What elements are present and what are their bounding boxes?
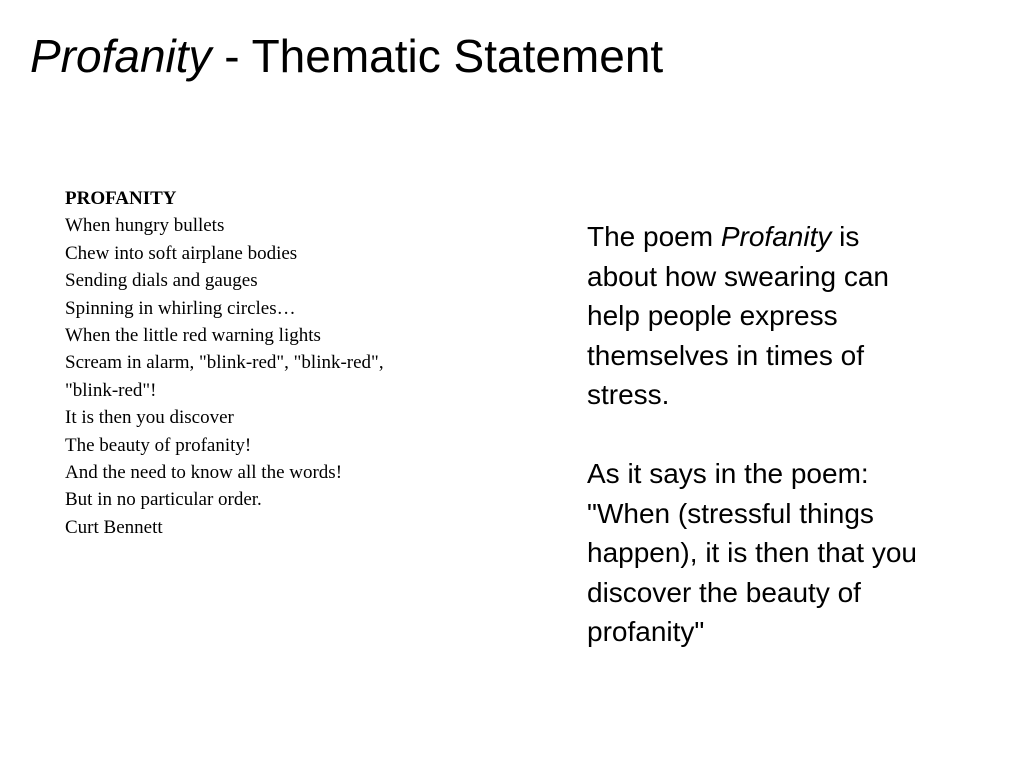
statement-paragraph-1 (587, 217, 1007, 415)
statement-line: stress. (587, 379, 670, 410)
poem-line: Sending dials and gauges (65, 270, 258, 292)
slide-title-italic: Profanity (30, 30, 212, 82)
statement-line: discover the beauty of (587, 576, 861, 608)
slide-title-rest: - Thematic Statement (211, 30, 664, 82)
poem-title: PROFANITY (65, 188, 177, 209)
poem-line: And the need to know all the words! (65, 462, 343, 484)
poem-line: Scream in alarm, "blink-red", "blink-red", (65, 352, 384, 374)
poem-author: Curt Bennett (65, 516, 163, 538)
statement-text: The poem (587, 221, 721, 252)
statement-line: "When (stressful things (587, 497, 874, 529)
poem-text-box (65, 185, 515, 541)
poem-line: But in no particular order. (65, 489, 262, 511)
statement-line: themselves in times of (587, 339, 864, 371)
statement-line (587, 221, 859, 252)
statement-line: happen), it is then that you (587, 537, 917, 568)
slide-title (30, 30, 663, 83)
statement-text: is (831, 221, 860, 252)
poem-line: When the little red warning lights (65, 325, 321, 347)
statement-poem-name: Profanity (720, 221, 832, 252)
statement-paragraph-2 (587, 454, 1007, 652)
statement-line: help people express (587, 300, 838, 331)
poem-line: It is then you discover (65, 407, 234, 429)
thematic-statement-box (587, 217, 1007, 652)
poem-line: The beauty of profanity! (65, 434, 252, 456)
statement-line: about how swearing can (587, 260, 889, 292)
poem-line: When hungry bullets (65, 215, 225, 237)
statement-line: profanity" (587, 616, 705, 647)
poem-line: Spinning in whirling circles… (65, 297, 296, 319)
statement-line: As it says in the poem: (587, 458, 869, 489)
paragraph-spacer (587, 415, 1007, 455)
poem-line: "blink-red"! (65, 379, 157, 401)
poem-line: Chew into soft airplane bodies (65, 242, 298, 264)
